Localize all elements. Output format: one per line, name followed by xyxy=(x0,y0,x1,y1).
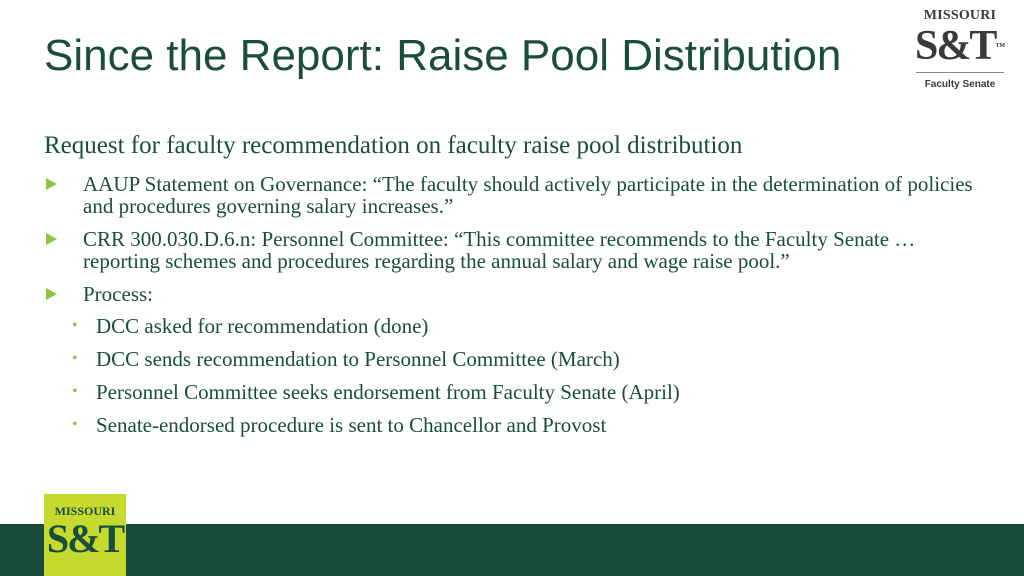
bullet-list xyxy=(44,173,974,447)
bullet-text: CRR 300.030.D.6.n: Personnel Committee: “This committee recommends to the Faculty Senate … reporting schemes and procedures regarding the annual salary and wage raise pool.” xyxy=(83,227,916,273)
bullet-text: AAUP Statement on Governance: “The faculty should actively participate in the determination of policies and procedures governing salary increases.” xyxy=(83,172,973,218)
footer-bar xyxy=(0,524,1024,576)
bullet-dot-icon: • xyxy=(72,350,78,367)
missouri-st-logo xyxy=(44,494,126,576)
bullet-dot-icon: • xyxy=(72,317,78,334)
process-step xyxy=(70,414,974,436)
process-step-text: Senate-endorsed procedure is sent to Chancellor and Provost xyxy=(96,413,607,437)
logo-st-text: S&T xyxy=(914,23,996,69)
bullet-process xyxy=(44,283,974,436)
process-steps-list xyxy=(72,314,974,437)
section-heading: Request for faculty recommendation on faculty raise pool distribution xyxy=(44,132,743,159)
bullet-text: Process: xyxy=(83,282,153,306)
slide-title: Since the Report: Raise Pool Distribution xyxy=(44,31,842,80)
faculty-senate-logo xyxy=(914,6,1006,98)
logo-missouri-text: MISSOURI xyxy=(54,504,116,518)
logo-faculty-senate-text: Faculty Senate xyxy=(924,79,996,90)
logo-st-mark xyxy=(914,24,1006,68)
process-step xyxy=(70,315,974,337)
bullet-aaup-statement xyxy=(44,173,974,217)
logo-missouri-text: MISSOURI xyxy=(923,8,997,23)
logo-st-text: S&T xyxy=(46,516,124,561)
bullet-arrow-icon xyxy=(46,288,57,300)
bullet-arrow-icon xyxy=(46,233,57,245)
bullet-crr-personnel-committee xyxy=(44,228,974,272)
logo-tm-text: TM xyxy=(995,43,1006,49)
process-step-text: Personnel Committee seeks endorsement from Faculty Senate (April) xyxy=(96,380,680,404)
bullet-arrow-icon xyxy=(46,178,57,190)
process-step-text: DCC asked for recommendation (done) xyxy=(96,314,429,338)
process-step xyxy=(70,348,974,370)
bullet-dot-icon: • xyxy=(72,416,78,433)
bullet-dot-icon: • xyxy=(72,383,78,400)
process-step xyxy=(70,381,974,403)
process-step-text: DCC sends recommendation to Personnel Committee (March) xyxy=(96,347,620,371)
logo-divider xyxy=(916,72,1004,73)
